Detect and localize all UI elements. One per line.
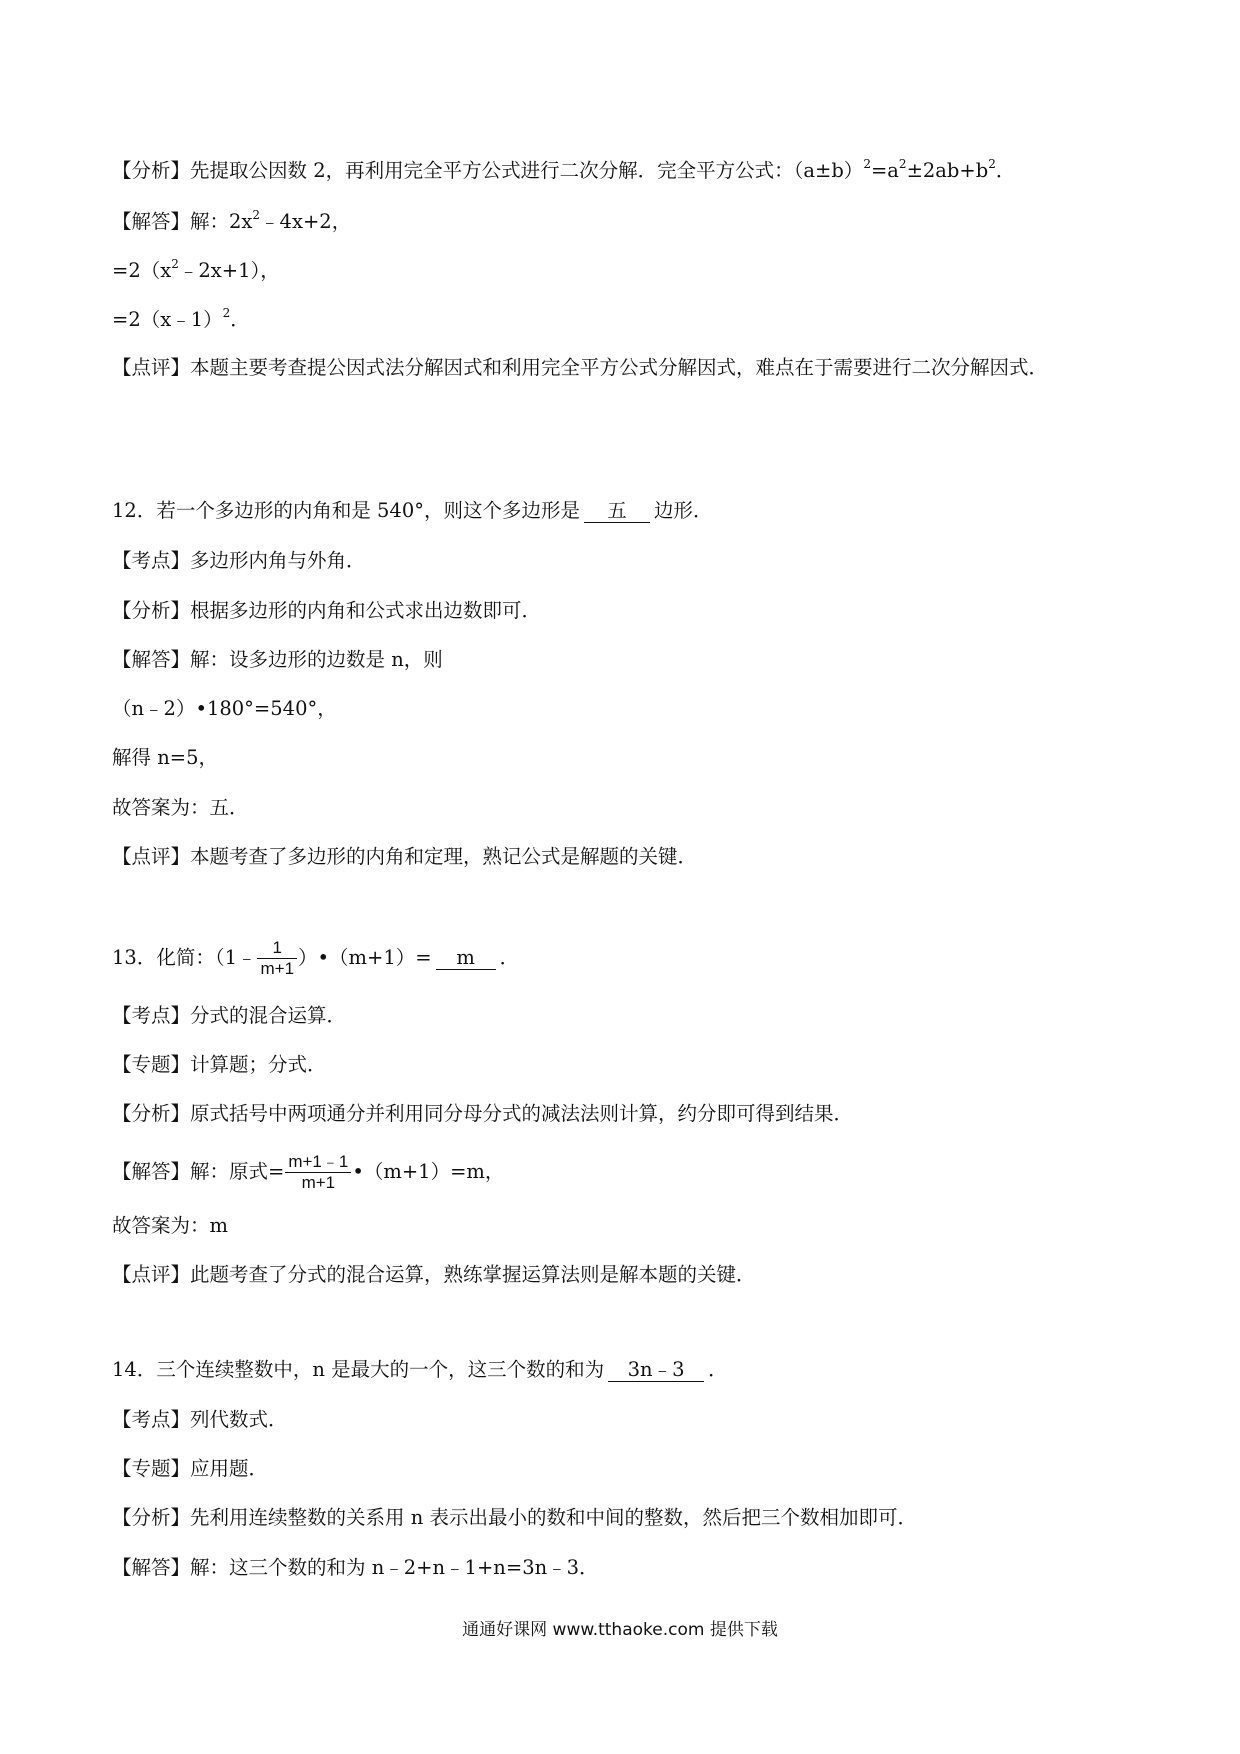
q14-point: 【考点】列代数式． <box>112 1408 288 1431</box>
q13-fraction: $\frac{1}{m+1}$ <box>257 938 297 979</box>
q11-analysis: 【分析】先提取公因数 2，再利用完全平方公式进行二次分解．完全平方公式：$(a\pm b)^2=a^2\pm 2ab+b^2$． <box>112 157 1016 182</box>
q12-step1: （n﹣2）•180°=540°， <box>112 697 337 720</box>
q14-answer-blank: 3n﹣3 <box>608 1359 704 1382</box>
q11-answer: 【解答】解：$2x^2﹣4x+2$， <box>112 208 352 233</box>
q13-analysis: 【分析】原式括号中两项通分并利用同分母分式的减法法则计算，约分即可得到结果． <box>112 1102 854 1125</box>
q12-analysis: 【分析】根据多边形的内角和公式求出边数即可． <box>112 599 542 622</box>
q13-answer-fraction: $\frac{m+1﹣1}{m+1}$ <box>285 1152 351 1193</box>
q13-comment: 【点评】此题考查了分式的混合运算，熟练掌握运算法则是解本题的关键． <box>112 1263 756 1286</box>
q12-comment: 【点评】本题考查了多边形的内角和定理，熟记公式是解题的关键． <box>112 845 698 868</box>
q12-answer: 【解答】解：设多边形的边数是 n，则 <box>112 648 443 671</box>
q14-topic: 【专题】应用题． <box>112 1457 269 1480</box>
q14-analysis: 【分析】先利用连续整数的关系用 n 表示出最小的数和中间的整数，然后把三个数相加即可． <box>112 1506 917 1529</box>
q14-answer: 【解答】解：这三个数的和为 n﹣2+n﹣1+n=3n﹣3． <box>112 1556 599 1579</box>
q14-question: 14．三个连续整数中，n 是最大的一个，这三个数的和为 3n﹣3 ． <box>112 1358 728 1381</box>
q13-answer-blank: m <box>436 947 496 970</box>
page-footer: 通通好课网 www.tthaoke.com 提供下载 <box>462 1620 778 1640</box>
q11-comment: 【点评】本题主要考查提公因式法分解因式和利用完全平方公式分解因式，难点在于需要进行二次分解因式． <box>112 356 1049 379</box>
q13-question: 13．化简：（1﹣ $\frac{1}{m+1}$ ）•（m+1）= m ． <box>112 938 520 978</box>
q13-result: 故答案为：m <box>112 1214 228 1237</box>
q11-step2: =2（x﹣1）$^2$． <box>112 306 250 331</box>
q12-question: 12．若一个多边形的内角和是 540°，则这个多边形是 五 边形． <box>112 499 713 522</box>
q13-point: 【考点】分式的混合运算． <box>112 1004 347 1027</box>
q12-point: 【考点】多边形内角与外角． <box>112 549 366 572</box>
q11-step1: $=2(x^2﹣2x+1)$， <box>112 257 280 282</box>
q13-topic: 【专题】计算题；分式． <box>112 1053 327 1076</box>
q12-step2: 解得 n=5， <box>112 746 219 769</box>
q13-answer: 【解答】解：原式= $\frac{m+1﹣1}{m+1}$ •（m+1）=m， <box>112 1152 505 1192</box>
q12-answer-blank: 五 <box>584 500 650 523</box>
q12-result: 故答案为：五． <box>112 796 249 819</box>
